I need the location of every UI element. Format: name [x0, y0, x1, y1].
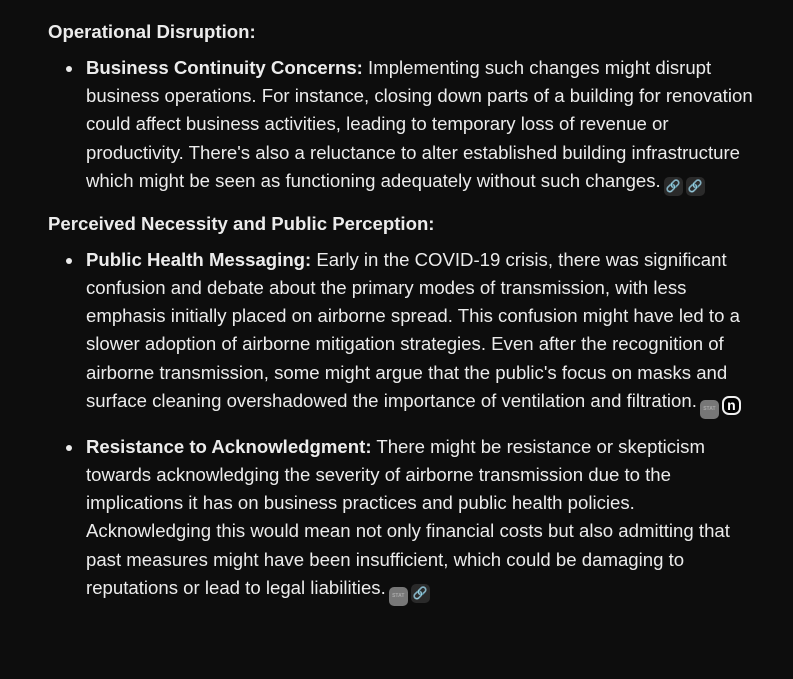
n-icon[interactable]: n [722, 396, 741, 415]
item-title: Public Health Messaging: [86, 248, 312, 270]
stat-icon[interactable]: STAT [389, 587, 408, 606]
section-heading: Operational Disruption: [48, 21, 256, 42]
bullet-list [48, 54, 760, 196]
list-item [86, 433, 760, 606]
list-item [86, 54, 760, 196]
link-icon[interactable]: 🔗 [686, 177, 705, 196]
bullet-list [48, 246, 760, 606]
link-icon[interactable]: 🔗 [664, 177, 683, 196]
item-text: Implementing such changes might disrupt business operations. For instance, closing down parts of a building for renovation could affect business activities, leading to temporary loss of revenue or productivity. There's also a reluctance to alter established building infrastructure which might be seen as functioning adequately without such changes. [86, 57, 753, 191]
item-title: Resistance to Acknowledgment: [86, 435, 372, 457]
item-title: Business Continuity Concerns: [86, 57, 363, 78]
item-text: Early in the COVID-19 crisis, there was significant confusion and debate about the primary modes of transmission, with less emphasis initially placed on airborne spread. This confusion might have led to a slower adoption of airborne mitigation strategies. Even after the recognition of airborne transmission, some might argue that the public's focus on masks and surface cleaning overshadowed the importance of ventilation and filtration. [86, 248, 740, 411]
list-item [86, 246, 760, 419]
item-text: There might be resistance or skepticism towards acknowledging the severity of airborne transmission due to the implications it has on business practices and public health policies. Acknowledging this would mean not only financial costs but also admitting that past measures might have been insufficient, which could be damaging to reputations or lead to legal liabilities. [86, 435, 730, 598]
stat-icon[interactable]: STAT [700, 400, 719, 419]
link-icon[interactable]: 🔗 [411, 584, 430, 603]
section-heading: Perceived Necessity and Public Perception: [48, 212, 435, 234]
